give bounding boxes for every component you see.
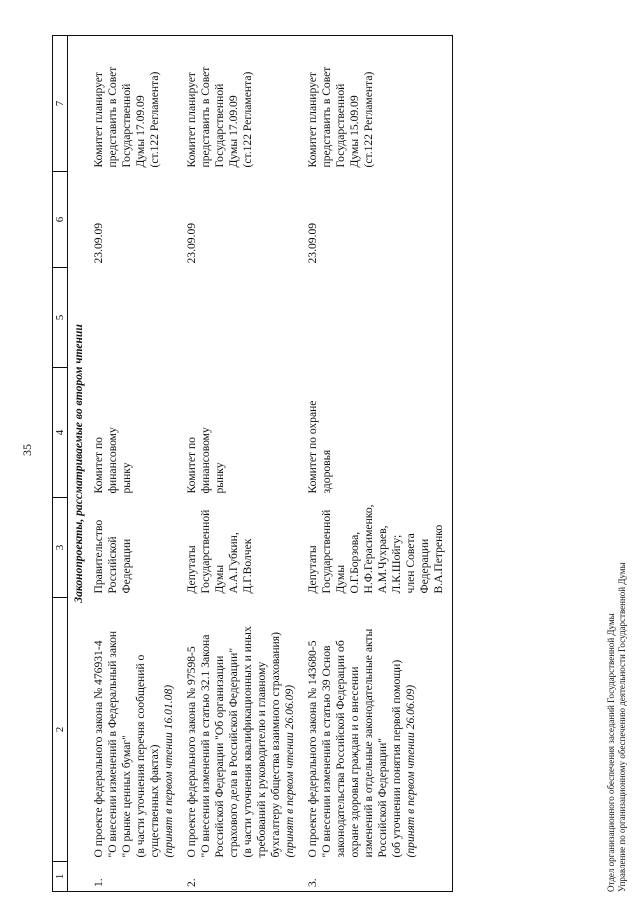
- initiator-line: Правительство: [92, 519, 105, 594]
- initiator-line: А.А.Губкин,: [227, 532, 240, 594]
- committee-line: Комитет по: [185, 437, 198, 494]
- initiator-line: В.А.Петренко: [432, 524, 445, 594]
- bill-row: [182, 36, 303, 892]
- bill-title-line: Российской Федерации": [376, 737, 389, 858]
- initiator-line: Федерации: [418, 538, 431, 594]
- bill-title-line: О проекте федерального закона № 476931-4: [92, 640, 105, 858]
- bill-title-line: О проекте федерального закона № 143680-5: [306, 640, 319, 858]
- committee-cell: [303, 368, 453, 498]
- committee-line: финансовому: [106, 427, 119, 494]
- column-header: 1: [53, 862, 68, 892]
- initiator-line: Д.Г.Волчек: [241, 538, 254, 594]
- decision-line: Государственной: [120, 83, 133, 168]
- decision-line: Комитет планирует: [185, 72, 198, 168]
- initiator-line: О.Г.Борзова,: [348, 531, 361, 594]
- bill-title-line: законодательства Российской Федерации об: [334, 640, 347, 858]
- initiator-line: член Совета: [404, 533, 417, 594]
- section-title: Законопроекты, рассматриваемые во втором чтении: [68, 36, 90, 892]
- initiator-cell: [182, 498, 303, 598]
- bill-title-line: (в части уточнения квалификационных и иных: [241, 626, 254, 858]
- date-cell: 23.09.09: [92, 222, 105, 264]
- initiator-cell: [89, 498, 182, 598]
- bill-title-line: (об уточнении понятия первой помощи): [390, 659, 403, 858]
- row-number: 3.: [303, 862, 453, 892]
- initiator-line: А.М.Чухраев,: [376, 525, 389, 594]
- committee-line: финансовому: [199, 427, 212, 494]
- decision-line: представить в Совет: [320, 66, 333, 168]
- column-header: 2: [53, 598, 68, 862]
- first-reading-note: (принят в первом чтении 26.06.09): [283, 684, 296, 858]
- bill-title-line: О проекте федерального закона № 97598-5: [185, 646, 198, 858]
- row-number: 2.: [182, 862, 303, 892]
- initiator-line: Л.К.Шойгу;: [390, 534, 403, 594]
- date-cell: 23.09.09: [303, 172, 453, 268]
- bill-title-line: существенных фактах): [148, 744, 161, 858]
- initiator-line: Российской: [106, 536, 119, 594]
- column-header: 7: [53, 36, 68, 172]
- footer-line: Отдел организационного обеспечения заседаний Государственной Думы: [606, 613, 616, 892]
- decision-cell: [89, 36, 182, 172]
- column-header: 5: [53, 268, 68, 368]
- bill-title-line: Российской Федерации "Об организации: [213, 655, 226, 858]
- initiator-line: Федерации: [120, 538, 133, 594]
- section-row: [68, 36, 90, 892]
- decision-cell: [182, 36, 303, 172]
- committee-cell: [89, 368, 182, 498]
- decision-line: (ст.122 Регламента): [241, 71, 254, 168]
- decision-line: (ст.122 Регламента): [362, 71, 375, 168]
- date-cell: 23.09.09: [185, 222, 198, 264]
- column-header: 6: [53, 172, 68, 268]
- decision-line: Думы 15.09.09: [348, 95, 361, 168]
- bill-row: [89, 36, 182, 892]
- bill-title-line: "О внесении изменений в Федеральный закон: [106, 630, 119, 858]
- first-reading-note: (принят в первом чтении 16.01.08): [162, 684, 175, 858]
- initiator-line: Депутаты: [185, 545, 198, 594]
- decision-line: Государственной: [334, 83, 347, 168]
- decision-line: Комитет планирует: [306, 72, 319, 168]
- column-header-row: [53, 36, 68, 892]
- committee-cell: [182, 368, 303, 498]
- decision-line: представить в Совет: [199, 66, 212, 168]
- bill-title-line: страхового дела в Российской Федерации": [227, 647, 240, 858]
- column-5-cell: [303, 268, 453, 368]
- initiator-line: Депутаты: [306, 545, 319, 594]
- initiator-line: Думы: [213, 564, 226, 594]
- decision-line: (ст.122 Регламента): [148, 71, 161, 168]
- committee-line: Комитет по охране: [306, 400, 319, 494]
- committee-line: рынку: [213, 462, 226, 494]
- committee-line: Комитет по: [92, 437, 105, 494]
- committee-line: рынку: [120, 462, 133, 494]
- bill-title-line: бухгалтеру общества взаимного страхования): [269, 632, 282, 858]
- bill-title-line: охране здоровья граждан и о внесении: [348, 666, 361, 858]
- footer: [606, 562, 628, 892]
- bill-title-line: (в части уточнения перечня сообщений о: [134, 654, 147, 858]
- committee-line: здоровья: [320, 449, 333, 494]
- decision-line: представить в Совет: [106, 66, 119, 168]
- bill-row: [303, 36, 453, 892]
- decision-line: Думы 17.09.09: [227, 95, 240, 168]
- bill-title-cell: [89, 598, 182, 862]
- column-header: 4: [53, 368, 68, 498]
- first-reading-note: (принят в первом чтении 26.06.09): [404, 684, 417, 858]
- column-5-cell: [182, 268, 303, 368]
- column-header: 3: [53, 498, 68, 598]
- decision-line: Государственной: [213, 83, 226, 168]
- initiator-line: Государственной: [320, 509, 333, 594]
- bill-title-line: "О рынке ценных бумаг": [120, 735, 133, 858]
- decision-line: Комитет планирует: [92, 72, 105, 168]
- bill-title-line: изменений в отдельные законодательные акты: [362, 628, 375, 858]
- agenda-table: [52, 35, 453, 892]
- bill-title-cell: [182, 598, 303, 862]
- column-5-cell: [89, 268, 182, 368]
- row-number: 1.: [89, 862, 182, 892]
- bill-title-line: "О внесении изменений в статью 39 Основ: [320, 645, 333, 858]
- bill-title-line: требований к руководителю и главному: [255, 661, 268, 858]
- decision-line: Думы 17.09.09: [134, 95, 147, 168]
- decision-cell: [303, 36, 453, 172]
- bill-title-cell: [303, 598, 453, 862]
- initiator-cell: [303, 498, 453, 598]
- initiator-line: Н.Ф.Герасименко,: [362, 504, 375, 594]
- bill-title-line: "О внесении изменений в статью 32.1 Закона: [199, 634, 212, 858]
- footer-line: Управление по организационному обеспечению деятельности Государственной Думы: [617, 562, 627, 892]
- bill-rows: [89, 36, 453, 892]
- page-number: 35: [20, 444, 34, 456]
- initiator-line: Думы: [334, 564, 347, 594]
- initiator-line: Государственной: [199, 509, 212, 594]
